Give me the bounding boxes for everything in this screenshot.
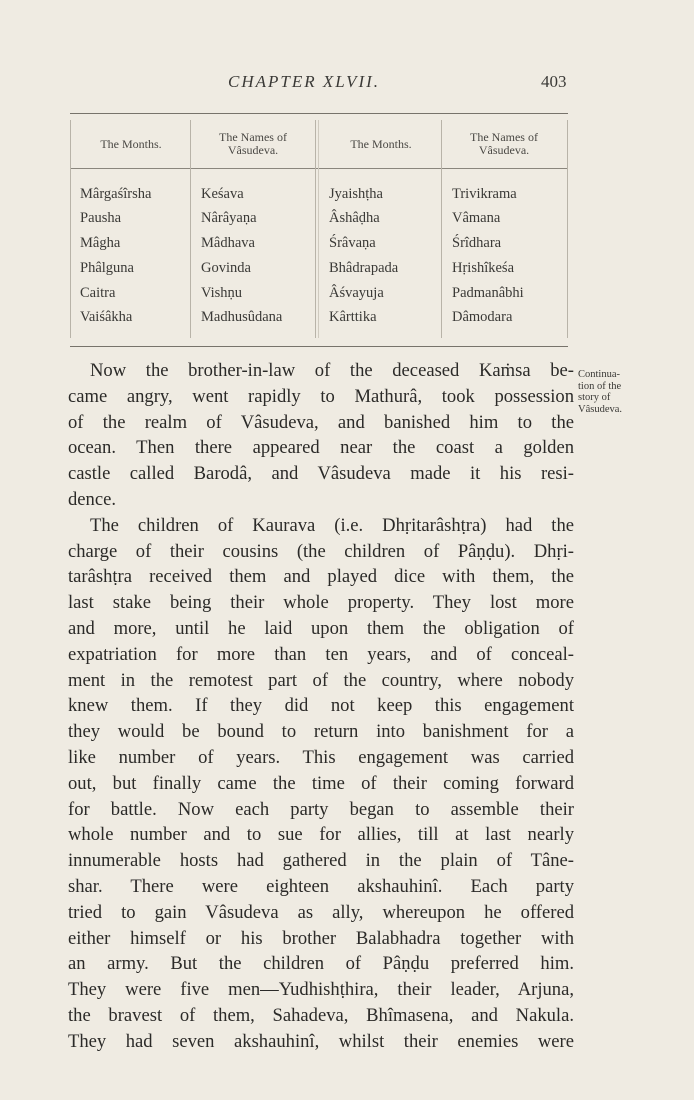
table-cell: Śrîdhara [452,235,502,251]
text-line: whole number and to sue for allies, till at last nearly [68,824,574,846]
table-rule [190,120,191,338]
text-line: the bravest of them, Sahadeva, Bhîmasena, and Nakula. [68,1004,574,1026]
table-cell: Dâmodara [452,309,513,325]
table-cell: Caitra [80,285,116,301]
table-header-names-1: The Names of Vâsudeva. [219,130,287,157]
text-line: dence. [68,488,117,510]
text-line: The children of Kaurava (i.e. Dhṛitarâshṭra) had the [90,514,574,536]
margin-note-line: Vâsudeva. [578,403,623,415]
table-cell: Madhusûdana [201,309,283,325]
text-line: like number of years. This engagement was carried [68,746,574,768]
text-line: expatriation for more than ten years, and of conceal- [68,643,574,665]
text-line: an army. But the children of Pâṇḍu preferred him. [68,953,574,975]
table-cell: Âśvayuja [329,285,384,301]
text-line: shar. There were eighteen akshauhinî. Each party [68,875,574,897]
table-cell: Vâmana [452,210,501,226]
table-cell: Padmanâbhi [452,285,524,301]
text-line: came angry, went rapidly to Mathurâ, took possession [68,385,574,407]
table-cell: Mâdhava [201,235,255,251]
text-line: tried to gain Vâsudeva as ally, whereupon he offered [68,901,574,923]
text-line: knew them. If they did not keep this engagement [68,695,574,717]
text-line: of the realm of Vâsudeva, and banished him to the [68,411,574,433]
margin-note-line: story of [578,392,611,403]
text-line: out, but finally came the time of their coming forward [68,772,574,794]
margin-note-line: Continua- [578,369,620,380]
table-cell: Hṛishîkeśa [452,260,515,276]
text-line: They had seven akshauhinî, whilst their enemies were [68,1030,574,1052]
text-line: They were five men—Yudhishṭhira, their leader, Arjuna, [68,979,574,1001]
table-cell: Trivikrama [452,186,517,202]
months-names-table [70,113,568,347]
margin-note-line: tion of the [578,380,622,392]
table-header-months-1: The Months. [100,136,162,151]
table-cell: Pausha [80,210,122,226]
table-cell: Vishṇu [201,285,243,301]
table-cell: Mârgaśîrsha [80,186,152,202]
text-line: either himself or his brother Balabhadra together with [68,927,574,949]
table-cell: Kârttika [329,309,377,325]
table-rule [567,120,568,338]
text-line: and more, until he laid upon them the obligation of [68,617,574,639]
table-header-names-2: The Names of Vâsudeva. [470,130,538,157]
text-line: tarâshṭra received them and played dice with them, the [68,566,574,588]
table-cell: Âshâḍha [329,210,380,226]
text-line: for battle. Now each party began to assemble their [68,798,574,820]
table-cell: Jyaishṭha [329,186,383,202]
text-line: castle called Barodâ, and Vâsudeva made it his resi- [68,463,574,485]
table-rule [315,120,316,338]
text-line: charge of their cousins (the children of Pâṇḍu). Dhṛi- [68,540,574,562]
table-cell: Nârâyaṇa [201,210,257,226]
table-cell: Śrâvaṇa [329,235,376,251]
table-cell: Mâgha [80,235,121,251]
table-rule [441,120,442,338]
table-cell: Phâlguna [80,260,134,276]
table-cell: Keśava [201,186,244,202]
margin-note [578,369,658,415]
page-number: 403 [541,72,567,91]
table-rule [70,120,71,338]
text-line: innumerable hosts had gathered in the plain of Tâne- [68,850,574,872]
text-line: ment in the remotest part of the country, where nobody [68,669,574,691]
table-header-months-2: The Months. [350,136,412,151]
running-head [0,72,694,98]
chapter-title: CHAPTER XLVII. [228,72,381,91]
table-cell: Bhâdrapada [329,260,399,276]
text-line: they would be bound to return into banishment for a [68,721,574,743]
table-header-rule [70,168,568,169]
table-cell: Govinda [201,260,251,276]
table-cell: Vaiśâkha [80,309,133,325]
text-line: Now the brother-in-law of the deceased Kaṁsa be- [90,360,574,381]
text-line: last stake being their whole property. They lost more [68,592,574,614]
body-text [68,358,574,1055]
text-line: ocean. Then there appeared near the coast a golden [68,437,574,459]
